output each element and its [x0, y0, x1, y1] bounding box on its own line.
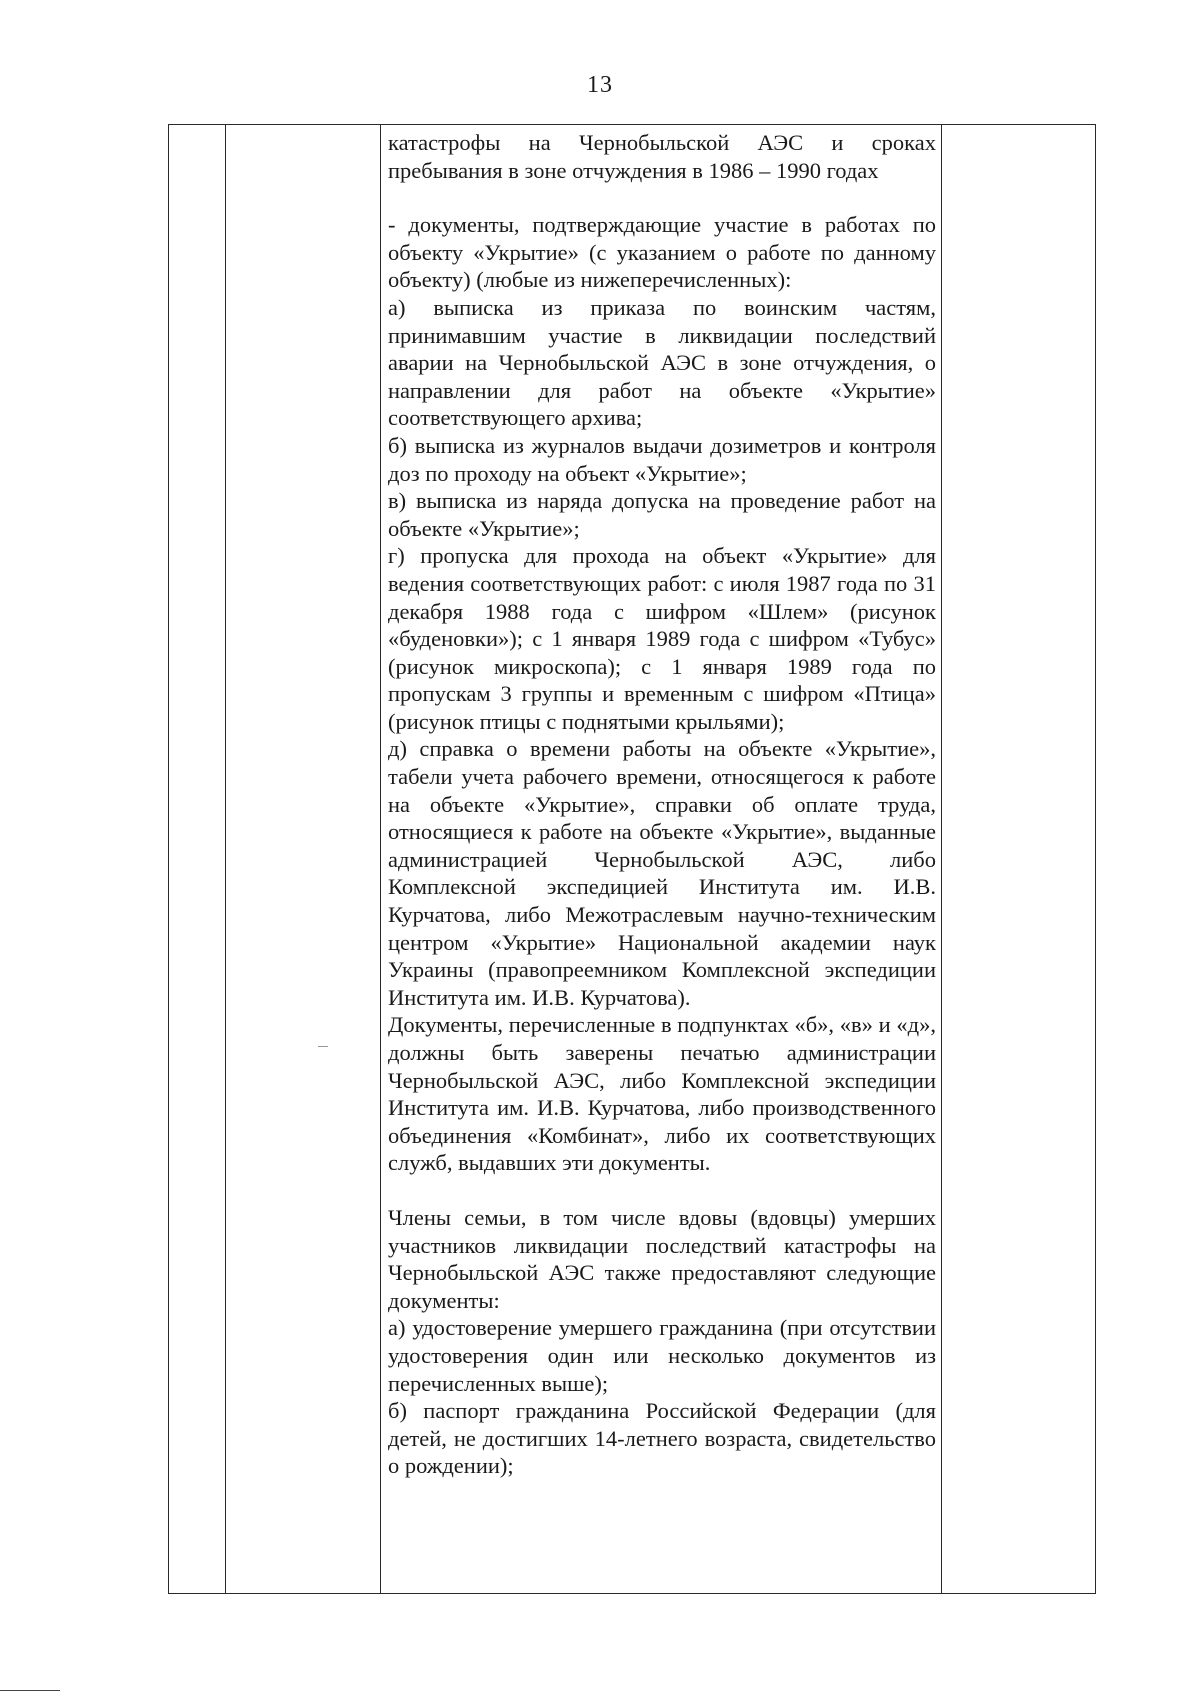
column-divider-1	[225, 125, 226, 1593]
paragraph-continuation: катастрофы на Чернобыльской АЭС и сроках пребывания в зоне отчуждения в 1986 – 1990 годах	[388, 130, 936, 183]
paragraph-item-g: г) пропуска для прохода на объект «Укрытие» для ведения соответствующих работ: с июля 1987 года по 31 декабря 1988 года с шифром «Шлем» (рисунок «буденовки»); с 1 января 1989 года с шифром «Тубус» (рисунок микроскопа); с 1 января 1989 года по пропускам 3 группы и временным с шифром «Птица» (рисунок птицы с поднятыми крыльями);	[388, 543, 936, 734]
paragraph-family-members: Члены семьи, в том числе вдовы (вдовцы) умерших участников ликвидации последствий катастрофы на Чернобыльской АЭС также предоставляют следующие документы:	[388, 1204, 936, 1313]
paragraph-item-d: д) справка о времени работы на объекте «Укрытие», табели учета рабочего времени, относящегося к работе на объекте «Укрытие», справки об оплате труда, относящиеся к работе на объекте «Укрытие», выданные администрацией Чернобыльской АЭС, либо Комплексной экспедицией Института им. И.В. Курчатова, либо Межотраслевым научно-техническим центром «Укрытие» Национальной академии наук Украины (правопреемником Комплексной экспедиции Института им. И.В. Курчатова).	[388, 736, 936, 1010]
paragraph-family-item-a: а) удостоверение умершего гражданина (при отсутствии удостоверения один или несколько документов из перечисленных выше);	[388, 1315, 936, 1396]
requirements-cell	[388, 125, 936, 1480]
column-divider-2	[380, 125, 381, 1593]
paragraph-item-b: б) выписка из журналов выдачи дозиметров и контроля доз по проходу на объект «Укрытие»;	[388, 432, 936, 486]
column-divider-3	[941, 125, 942, 1593]
scan-edge-mark	[0, 1690, 60, 1691]
paragraph-certification: Документы, перечисленные в подпунктах «б», «в» и «д», должны быть заверены печатью администрации Чернобыльской АЭС, либо Комплексной экспедиции Института им. И.В. Курчатова, либо производственного объединения «Комбинат», либо их соответствующих служб, выдавших эти документы.	[388, 1012, 936, 1176]
paragraph-gap	[388, 1177, 936, 1204]
paragraph-item-v: в) выписка из наряда допуска на проведение работ на объекте «Укрытие»;	[388, 488, 936, 541]
document-table	[168, 124, 1096, 1594]
paragraph-item-a: а) выписка из приказа по воинским частям, принимавшим участие в ликвидации последствий аварии на Чернобыльской АЭС в зоне отчуждения, о направлении для работ на объекте «Укрытие» соответствующего архива;	[388, 294, 936, 431]
paragraph-ukrytie-docs: - документы, подтверждающие участие в работах по объекту «Укрытие» (с указанием о работе по данному объекту) (любые из нижеперечисленных):	[388, 212, 936, 293]
paragraph-family-item-b: б) паспорт гражданина Российской Федерации (для детей, не достигших 14-летнего возраста, свидетельство о рождении);	[388, 1398, 936, 1479]
page-number: 13	[587, 72, 613, 98]
paragraph-gap	[388, 184, 936, 211]
scan-artifact	[318, 1046, 328, 1047]
